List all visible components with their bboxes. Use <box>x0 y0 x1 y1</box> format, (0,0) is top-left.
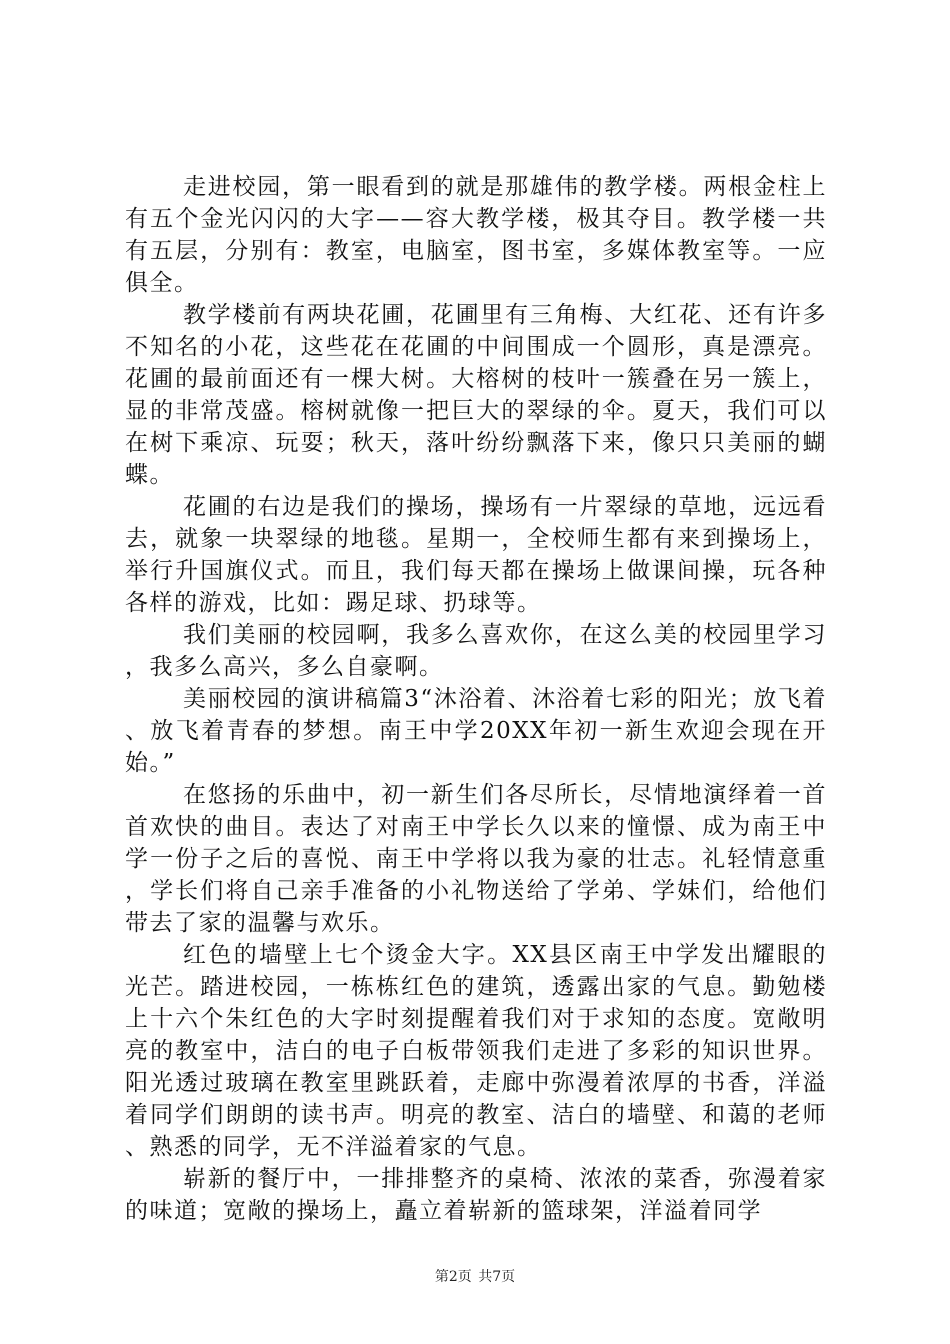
paragraph-7: 红色的墙壁上七个烫金大字。XX县区南王中学发出耀眼的光芒。踏进校园，一栋栋红色的建筑，透露出家的气息。勤勉楼上十六个朱红色的大字时刻提醒着我们对于求知的态度。宽敞明亮的教室中，洁白的电子白板带领我们走进了多彩的知识世界。阳光透过玻璃在教室里跳跃着，走廊中弥漫着浓厚的书香，洋溢着同学们朗朗的读书声。明亮的教室、洁白的墙壁、和蔼的老师、熟悉的同学，无不洋溢着家的气息。 <box>125 942 827 1160</box>
page-total: 共7页 <box>478 1269 516 1285</box>
paragraph-8: 崭新的餐厅中，一排排整齐的桌椅、浓浓的菜香，弥漫着家的味道；宽敞的操场上，矗立着崭新的篮球架，洋溢着同学 <box>125 1166 827 1224</box>
document-body <box>125 171 827 1227</box>
page-number: 第2页 <box>434 1269 472 1285</box>
page-footer <box>0 1268 950 1286</box>
paragraph-1: 走进校园，第一眼看到的就是那雄伟的教学楼。两根金柱上有五个金光闪闪的大字——容大教学楼，极其夺目。教学楼一共有五层，分别有：教室，电脑室，图书室，多媒体教室等。一应俱全。 <box>125 174 827 296</box>
paragraph-5: 美丽校园的演讲稿篇3“沐浴着、沐浴着七彩的阳光；放飞着、放飞着青春的梦想。南王中学20XX年初一新生欢迎会现在开始。” <box>125 686 827 776</box>
paragraph-2: 教学楼前有两块花圃，花圃里有三角梅、大红花、还有许多不知名的小花，这些花在花圃的中间围成一个圆形，真是漂亮。花圃的最前面还有一棵大树。大榕树的枝叶一簇叠在另一簇上，显的非常茂盛。榕树就像一把巨大的翠绿的伞。夏天，我们可以在树下乘凉、玩耍；秋天，落叶纷纷飘落下来，像只只美丽的蝴蝶。 <box>125 302 827 488</box>
paragraph-3: 花圃的右边是我们的操场，操场有一片翠绿的草地，远远看去，就象一块翠绿的地毯。星期一，全校师生都有来到操场上，举行升国旗仪式。而且，我们每天都在操场上做课间操，玩各种各样的游戏，比如：踢足球、扔球等。 <box>125 494 827 616</box>
paragraph-6: 在悠扬的乐曲中，初一新生们各尽所长，尽情地演绎着一首首欢快的曲目。表达了对南王中学长久以来的憧憬、成为南王中学一份子之后的喜悦、南王中学将以我为豪的壮志。礼轻情意重，学长们将自己亲手准备的小礼物送给了学弟、学妹们，给他们带去了家的温馨与欢乐。 <box>125 782 827 936</box>
paragraph-4: 我们美丽的校园啊，我多么喜欢你，在这么美的校园里学习，我多么高兴，多么自豪啊。 <box>125 622 827 680</box>
